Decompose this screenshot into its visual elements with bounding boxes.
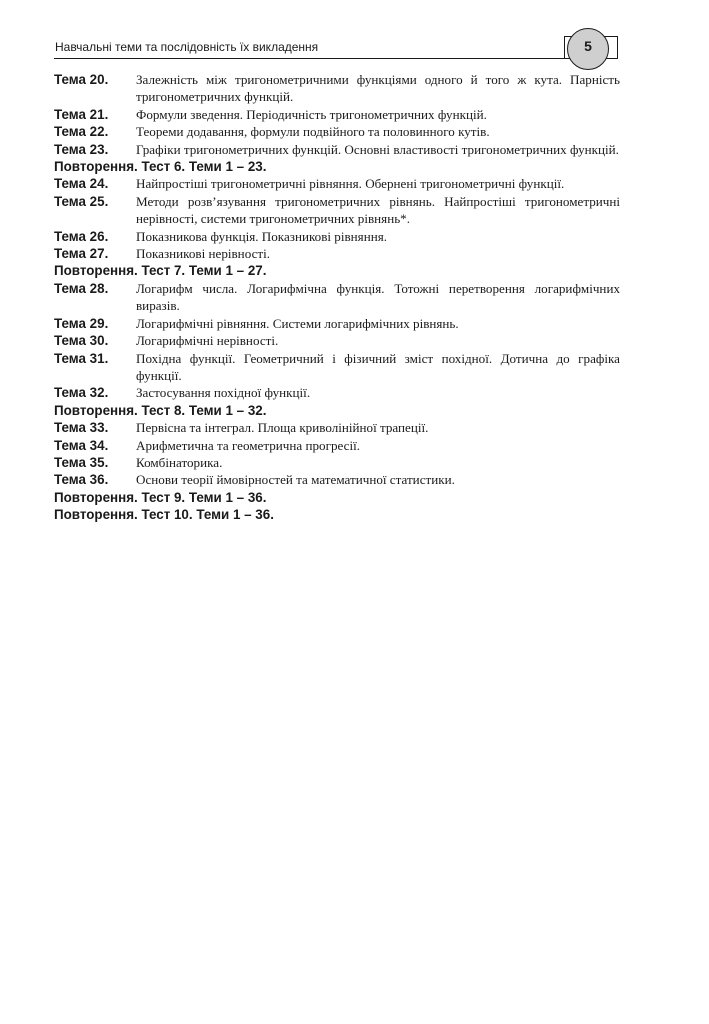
topic-text: Показникові нерівності. — [136, 246, 271, 262]
topic-text: Комбінаторика. — [136, 454, 223, 470]
topic-number: Тема 24. — [54, 176, 109, 192]
topic-number: Тема 20. — [54, 72, 109, 87]
topics-list — [54, 71, 620, 524]
topic-entry — [54, 175, 620, 192]
topic-entry — [54, 454, 620, 471]
topic-entry — [54, 332, 620, 349]
topic-text: Показникова функція. Показникові рівняння. — [136, 228, 387, 244]
topic-text: Основи теорії ймовірностей та математичної статистики. — [136, 472, 455, 488]
topic-entry — [54, 245, 620, 262]
topic-entry — [54, 384, 620, 401]
topic-entry — [54, 193, 620, 228]
review-entry: Повторення. Тест 9. Теми 1 – 36. — [54, 489, 267, 505]
topic-text: Логарифм числа. Логарифмічна функція. Тотожні перетворення логарифмічних виразів. — [136, 280, 620, 314]
topic-entry — [54, 123, 620, 140]
topic-number: Тема 31. — [54, 350, 109, 366]
topic-entry — [54, 280, 620, 315]
topic-entry — [54, 315, 620, 332]
topic-number: Тема 32. — [54, 385, 109, 401]
topic-text: Логарифмічні нерівності. — [136, 333, 279, 349]
topic-text: Теореми додавання, формули подвійного та половинного кутів. — [136, 124, 490, 140]
review-entry: Повторення. Тест 7. Теми 1 – 27. — [54, 263, 267, 279]
topic-number: Тема 35. — [54, 454, 109, 470]
topic-text: Похідна функції. Геометричний і фізичний зміст похідної. Дотична до графіка функції. — [136, 350, 620, 383]
topic-number: Тема 34. — [54, 437, 109, 453]
topic-text: Арифметична та геометрична прогресії. — [136, 437, 361, 453]
topic-text: Методи розв’язування тригонометричних рівнянь. Найпростіші тригонометричні нерівності, системи тригонометричних рівнянь*. — [136, 193, 620, 227]
topic-number: Тема 27. — [54, 246, 109, 262]
topic-entry — [54, 141, 620, 158]
header-title: Навчальні теми та послідовність їх викладення — [55, 40, 319, 54]
topic-number: Тема 36. — [54, 472, 109, 488]
running-header — [54, 34, 618, 60]
topic-text: Графіки тригонометричних функцій. Основні властивості тригонометричних функцій. — [136, 141, 619, 157]
topic-number: Тема 21. — [54, 106, 109, 122]
topic-entry — [54, 437, 620, 454]
topic-entry — [54, 71, 620, 106]
review-entry: Повторення. Тест 6. Теми 1 – 23. — [54, 159, 267, 175]
page-number: 5 — [584, 38, 592, 54]
topic-entry — [54, 419, 620, 436]
topic-text: Первісна та інтеграл. Площа криволінійної трапеції. — [136, 420, 429, 436]
topic-number: Тема 26. — [54, 228, 109, 244]
topic-entry — [54, 350, 620, 385]
topic-entry — [54, 228, 620, 245]
review-entry: Повторення. Тест 10. Теми 1 – 36. — [54, 507, 274, 523]
page-number-badge — [567, 28, 609, 70]
header-rule — [54, 58, 618, 59]
topic-number: Тема 29. — [54, 315, 109, 331]
topic-text: Застосування похідної функції. — [136, 385, 311, 401]
topic-text: Найпростіші тригонометричні рівняння. Обернені тригонометричні функції. — [136, 176, 565, 192]
topic-number: Тема 28. — [54, 280, 109, 296]
topic-number: Тема 30. — [54, 333, 109, 349]
topic-number: Тема 23. — [54, 141, 109, 157]
topic-text: Логарифмічні рівняння. Системи логарифмічних рівнянь. — [136, 315, 459, 331]
review-entry: Повторення. Тест 8. Теми 1 – 32. — [54, 402, 267, 418]
topic-number: Тема 25. — [54, 193, 109, 209]
topic-entry — [54, 106, 620, 123]
topic-entry — [54, 471, 620, 488]
topic-text: Формули зведення. Періодичність тригонометричних функцій. — [136, 106, 487, 122]
topic-number: Тема 33. — [54, 420, 109, 436]
topic-text: Залежність між тригонометричними функціями одного й того ж кута. Парність тригонометричних функцій. — [136, 72, 620, 105]
topic-number: Тема 22. — [54, 124, 109, 140]
